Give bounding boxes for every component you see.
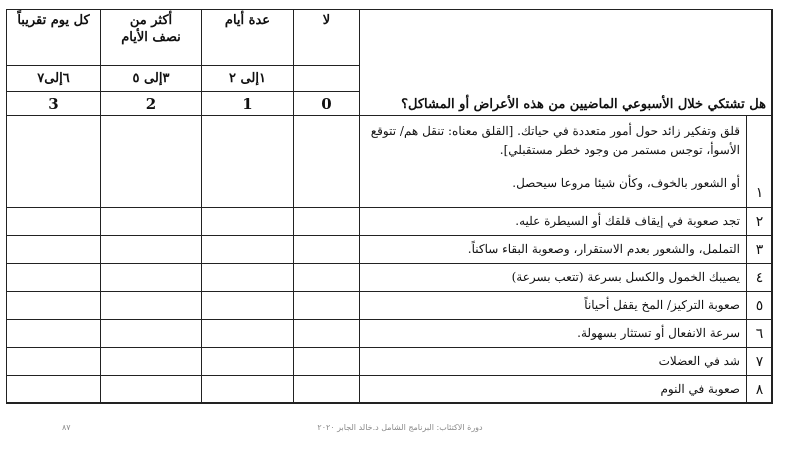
- answer-cell-more-than-half[interactable]: [101, 236, 202, 264]
- answer-cell-several-days[interactable]: [202, 376, 294, 404]
- question-header: هل تشتكي خلال الأسبوعي الماضيين من هذه الأعراض أو المشاكل؟: [360, 10, 773, 116]
- page-number: ٨٧: [62, 423, 71, 432]
- answer-cell-several-days[interactable]: [202, 348, 294, 376]
- answer-cell-not-at-all[interactable]: [294, 320, 360, 348]
- item-row: [7, 376, 773, 404]
- answer-cell-every-day[interactable]: [7, 376, 101, 404]
- col-not-at-all-label: لا: [294, 10, 360, 66]
- item-paragraph: قلق وتفكير زائد حول أمور متعددة في حياتك. [القلق معناه: تنقل هم/ تتوقع الأسوأ، توجس مستمر من وجود خطر مستقبلي].: [370, 124, 740, 157]
- answer-cell-not-at-all[interactable]: [294, 208, 360, 236]
- answer-cell-every-day[interactable]: [7, 264, 101, 292]
- item-text: تجد صعوبة في إيقاف قلقك أو السيطرة عليه.: [360, 208, 747, 236]
- answer-cell-not-at-all[interactable]: [294, 376, 360, 404]
- item-text: التململ، والشعور بعدم الاستقرار، وصعوبة البقاء ساكناً.: [360, 236, 747, 264]
- answer-cell-not-at-all[interactable]: [294, 116, 360, 208]
- col-not-at-all-score: 0: [294, 92, 360, 116]
- item-text: [360, 116, 747, 208]
- answer-cell-every-day[interactable]: [7, 236, 101, 264]
- col-more-than-half-range: ٣إلى ٥: [101, 66, 202, 92]
- item-text: يصيبك الخمول والكسل بسرعة (تتعب بسرعة): [360, 264, 747, 292]
- item-number: ٨: [747, 376, 773, 404]
- item-text: صعوبة التركيز/ المخ يقفل أحياناً: [360, 292, 747, 320]
- answer-cell-not-at-all[interactable]: [294, 264, 360, 292]
- item-text: صعوبة في النوم: [360, 376, 747, 404]
- item-number: ٤: [747, 264, 773, 292]
- answer-cell-more-than-half[interactable]: [101, 376, 202, 404]
- answer-cell-every-day[interactable]: [7, 292, 101, 320]
- answer-cell-several-days[interactable]: [202, 116, 294, 208]
- item-row: [7, 264, 773, 292]
- footer-title: دورة الاكتئاب: البرنامج الشامل د.خالد الجابر ٢٠٢٠: [317, 423, 483, 432]
- answer-cell-every-day[interactable]: [7, 208, 101, 236]
- answer-cell-not-at-all[interactable]: [294, 292, 360, 320]
- answer-cell-more-than-half[interactable]: [101, 292, 202, 320]
- answer-cell-more-than-half[interactable]: [101, 208, 202, 236]
- answer-cell-not-at-all[interactable]: [294, 236, 360, 264]
- page-footer: [0, 423, 800, 437]
- item-row: [7, 320, 773, 348]
- col-every-day-score: 3: [7, 92, 101, 116]
- item-row: [7, 292, 773, 320]
- answer-cell-not-at-all[interactable]: [294, 348, 360, 376]
- answer-cell-several-days[interactable]: [202, 320, 294, 348]
- col-more-than-half-label: أكثر من نصف الأيام: [101, 10, 202, 66]
- item-number: ٢: [747, 208, 773, 236]
- answer-cell-every-day[interactable]: [7, 348, 101, 376]
- answer-cell-several-days[interactable]: [202, 264, 294, 292]
- answer-cell-several-days[interactable]: [202, 236, 294, 264]
- item-text: سرعة الانفعال أو تستثار بسهولة.: [360, 320, 747, 348]
- questionnaire-table: [6, 9, 773, 404]
- col-several-days-range: ١إلى ٢: [202, 66, 294, 92]
- item-number: ٧: [747, 348, 773, 376]
- item-row: [7, 348, 773, 376]
- item-number: ٣: [747, 236, 773, 264]
- col-more-than-half-score: 2: [101, 92, 202, 116]
- answer-cell-every-day[interactable]: [7, 320, 101, 348]
- answer-cell-more-than-half[interactable]: [101, 348, 202, 376]
- col-every-day-label: كل يوم تقريباً: [7, 10, 101, 66]
- item-number: ٥: [747, 292, 773, 320]
- item-row: [7, 236, 773, 264]
- col-several-days-score: 1: [202, 92, 294, 116]
- item-number: ١: [747, 116, 773, 208]
- answer-cell-every-day[interactable]: [7, 116, 101, 208]
- column-labels-row: [7, 10, 773, 66]
- item-number: ٦: [747, 320, 773, 348]
- col-every-day-range: ٦إلى٧: [7, 66, 101, 92]
- answer-cell-more-than-half[interactable]: [101, 320, 202, 348]
- answer-cell-several-days[interactable]: [202, 208, 294, 236]
- item-paragraph: أو الشعور بالخوف، وكأن شيئا مروعا سيحصل.: [512, 176, 740, 190]
- answer-cell-more-than-half[interactable]: [101, 116, 202, 208]
- item-text: شد في العضلات: [360, 348, 747, 376]
- answer-cell-more-than-half[interactable]: [101, 264, 202, 292]
- item-row: [7, 116, 773, 208]
- item-row: [7, 208, 773, 236]
- col-not-at-all-range: [294, 66, 360, 92]
- answer-cell-several-days[interactable]: [202, 292, 294, 320]
- col-several-days-label: عدة أيام: [202, 10, 294, 66]
